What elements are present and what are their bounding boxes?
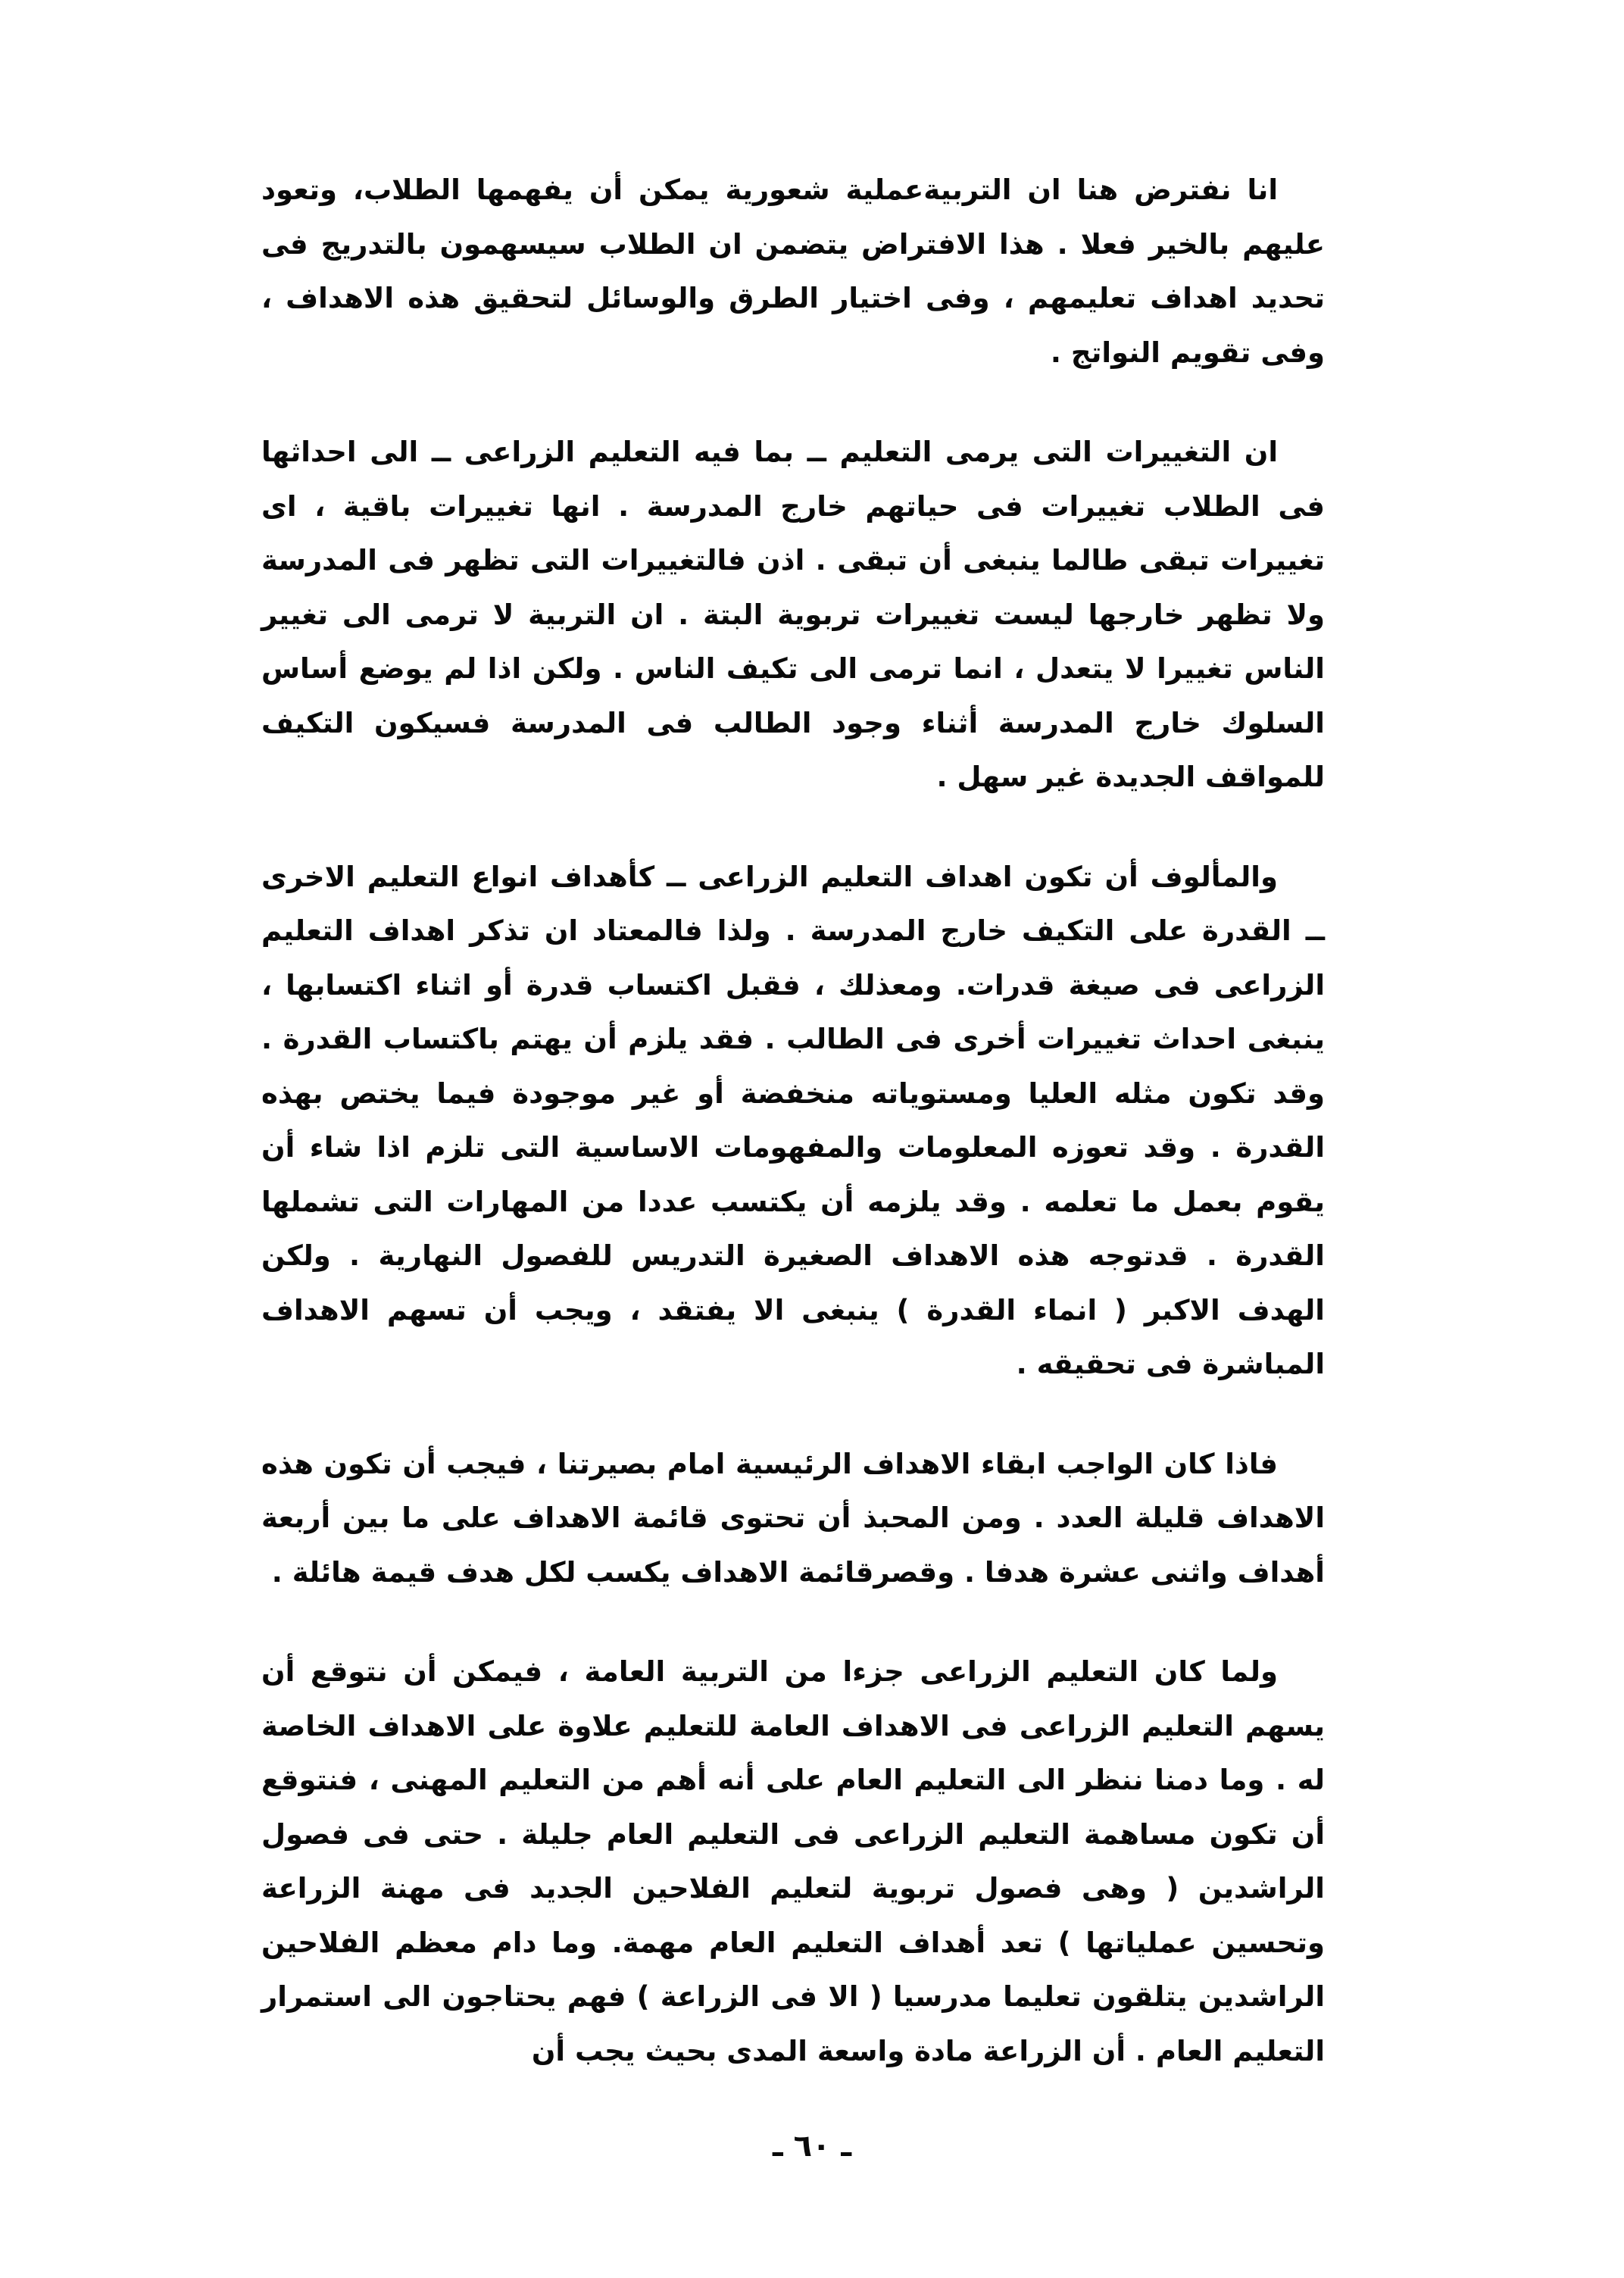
paragraph-4: فاذا كان الواجب ابقاء الاهداف الرئيسية امام بصيرتنا ، فيجب أن تكون هذه الاهداف قليلة العدد . ومن المحبذ أن تحتوى قائمة الاهداف على ما بين أربعة أهداف واثنى عشرة هدفا . وقصرقائمة الاهداف يكسب لكل هدف قيمة هائلة .: [261, 1447, 1325, 1589]
paragraph-2: ان التغييرات التى يرمى التعليم ــ بما فيه التعليم الزراعى ــ الى احداثها فى الطلاب تغييرات فى حياتهم خارج المدرسة . انها تغييرات باقية ، اى تغييرات تبقى طالما ينبغى أن تبقى . اذن فالتغييرات التى تظهر فى المدرسة ولا تظهر خارجها ليست تغييرات تربوية البتة . ان التربية لا ترمى الى تغيير الناس تغييرا لا يتعدل ، انما ترمى الى تكيف الناس . ولكن اذا لم يوضع أساس السلوك خارج المدرسة أثناء وجود الطالب فى المدرسة فسيكون التكيف للمواقف الجديدة غير سهل .: [261, 436, 1325, 793]
paragraph-3: والمألوف أن تكون اهداف التعليم الزراعى ــ كأهداف انواع التعليم الاخرى ــ القدرة على التكيف خارج المدرسة . ولذا فالمعتاد ان تذكر اهداف التعليم الزراعى فى صيغة قدرات. ومعذلك ، فقبل اكتساب قدرة أو اثناء اكتسابها ، ينبغى احداث تغييرات أخرى فى الطالب . فقد يلزم أن يهتم باكتساب القدرة . وقد تكون مثله العليا ومستوياته منخفضة أو غير موجودة فيما يختص بهذه القدرة . وقد تعوزه المعلومات والمفهومات الاساسية التى تلزم اذا شاء أن يقوم بعمل ما تعلمه . وقد يلزمه أن يكتسب عددا من المهارات التى تشملها القدرة . قدتوجه هذه الاهداف الصغيرة التدريس للفصول النهارية . ولكن الهدف الاكبر ( انماء القدرة ) ينبغى الا يفتقد ، ويجب أن تسهم الاهداف المباشرة فى تحقيقه .: [261, 860, 1325, 1380]
body-text: [261, 163, 1325, 2123]
page-number: ـ ٦٠ ـ: [772, 2129, 852, 2164]
paragraph-5: ولما كان التعليم الزراعى جزءا من التربية العامة ، فيمكن أن نتوقع أن يسهم التعليم الزراعى فى الاهداف العامة للتعليم علاوة على الاهداف الخاصة له . وما دمنا ننظر الى التعليم العام على أنه أهم من التعليم المهنى ، فنتوقع أن تكون مساهمة التعليم الزراعى فى التعليم العام جليلة . حتى فى فصول الراشدين ( وهى فصول تربوية لتعليم الفلاحين الجديد فى مهنة الزراعة وتحسين عملياتها ) تعد أهداف التعليم العام مهمة. وما دام معظم الفلاحين الراشدين يتلقون تعليما مدرسيا ( الا فى الزراعة ) فهم يحتاجون الى استمرار التعليم العام . أن الزراعة مادة واسعة المدى بحيث يجب أن: [261, 1655, 1325, 2067]
paragraph-1: انا نفترض هنا ان التربيةعملية شعورية يمكن أن يفهمها الطلاب، وتعود عليهم بالخير فعلا . هذا الافتراض يتضمن ان الطلاب سيسهمون بالتدريج فى تحديد اهداف تعليمهم ، وفى اختيار الطرق والوسائل لتحقيق هذه الاهداف ، وفى تقويم النواتج .: [261, 173, 1325, 369]
